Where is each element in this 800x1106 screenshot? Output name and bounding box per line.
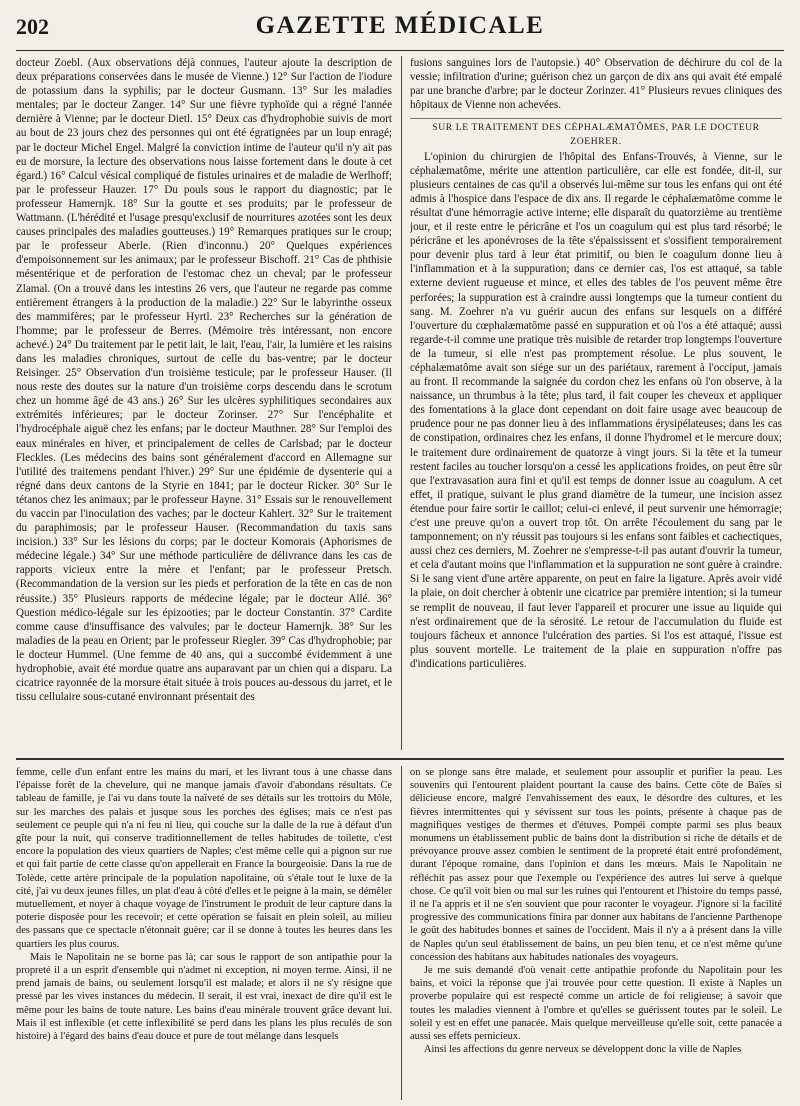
lower-left-paragraph-2: Mais le Napolitain ne se borne pas là; car sous le rapport de son antipathie pour la propreté il a un esprit d'ensemble qui n'admet ni exception, ni moyen terme. Ainsi, il ne prend jamais de bains, ou seulement lorsqu'il est malade; et alors il ne s'y résigne que pressé par les vives instances du médecin. Il serait, il est vrai, inexact de dire qu'il est le même pour les bains de toute nature. Les bains d'eau minérale trouvent grâce devant lui. Mais il est inflexible (et cette inflexibilité se perd dans les plans les plus reculés de son histoire) à l'égard des bains d'eau douce et pure de tout mélange dans lesquels <box>16 951 392 1043</box>
upper-left-column <box>16 56 392 754</box>
page-header <box>16 12 784 46</box>
header-rule <box>16 50 784 51</box>
page-number: 202 <box>16 14 49 39</box>
article-paragraph: L'opinion du chirurgien de l'hôpital des Enfans-Trouvés, à Vienne, sur le céphalæmatôme, mérite une attention particulière, car elle est fondée, dit-il, sur plusieurs centaines de cas qu'il a observés lui-même sur tous les enfans qui ont été admis à l'hospice dans l'espace de dix ans. Il regarde le céphalæmatôme comme le résultat d'une hémorragie active interne; elle disparaît du quatorzième au trentième jour, et il reste entre le péricrâne et l'os un coagulum qui est plus tard résorbé; le péricrâne et les aponévroses de la tête s'épaississent et s'ossifient temporairement pour devenir plus tard à leur état primitif, ou bien le coagulum donne lieu à l'inflammation et à la suppuration; dans ce dernier cas, l'os est attaqué, sa table externe devient rugueuse et mince, et elles des tables de l'os peuvent même être perforées; la suppuration est à craindre aussi longtemps que la tumeur contient du sang. M. Zoehrer n'a vu guérir aucun des enfans sur lesquels on a différé l'ouverture du cœphalæmatôme passé en suppuration et où l'os a été attaqué; aussi regarde-t-il comme une pratique très nuisible de retarder trop longtemps l'ouverture de la tumeur, si elle n'est pas promptement résolue. Le plus souvent, le céphalæmatôme avait son siége sur un des pariétaux, rarement à l'occiput, jamais au front. Il recommande la saignée du cordon chez les enfans où l'on observe, à la naissance, un thrumbus à la tête; plus tard, il fait couper les cheveux et appliquer des fomentations à la glace dont cependant on doit faire usage avec beaucoup de prudence pour ne pas donner lieu à des inflammations érysipélateuses; dans les cas de constipation, ordinaires chez les enfans, il donne l'hydromel et le mercure doux; le traitement dure ordinairement de quatorze à vingt jours. Si la tête et la tumeur restent faciles au toucher lorsqu'on a cessé les applications froides, on peut être sûr que l'extravasation aura fini et qu'il est temps de donner issue au coagulum. A cet effet, il pratique, suivant le plus grand diamètre de la tumeur, une incision assez étendue pour faire sortir le caillot; celui-ci enlevé, il peut survenir une hémorragie; c'est une preuve qu'on a ouvert trop tôt. On arrête l'écoulement du sang par le tamponnement; on n'y réussit pas toujours si les enfans sont faibles et cachectiques, aussi chez ces derniers, M. Zoehrer ne s'empresse-t-il pas autant d'ouvrir la tumeur, et cela d'autant moins que l'inflammation et la suppuration ne sont guère à craindre. Si le sang vient d'une artère apparente, on peut en faire la ligature. Après avoir vidé la plaie, on doit chercher à obtenir une cicatrice par première intention; si la tumeur se remplit de nouveau, il faut lever l'appareil et procurer une issue au liquide qui n'est ordinairement que de la sérosité. Le retour de l'accumulation du fluide est toujours fâcheux et annonce l'ulcération des parties. Si l'os est attaqué, l'issue est plus souvent mortelle. Le traitement de la plaie en suppuration n'offre pas d'indications particulières. <box>410 150 782 670</box>
upper-right-continuation: fusions sanguines lors de l'autopsie.) 40° Observation de déchirure du col de la vessie; infiltration d'urine; guérison chez un garçon de dix ans qui avait été empalé par une branche d'arbre; par le docteur Zorinzer. 41° Plusieurs revues cliniques des hôpitaux de Vienne non achevées. <box>410 57 782 112</box>
upper-left-paragraph: docteur Zoebl. (Aux observations déjà connues, l'auteur ajoute la description de deux préparations conservées dans le musée de Vienne.) 12° Sur l'action de l'iodure de potassium dans la syphilis; par le docteur Gusmann. 13° Sur les maladies mentales; par le docteur Zanger. 14° Sur une fièvre typhoïde qui a régné l'année dernière à Vienne; par le docteur Dietl. 15° Deux cas d'hydrophobie suivis de mort au bout de 23 jours chez des personnes qui ont été égratignées par un loup enragé; par le docteur Michel Engel. Malgré la conviction intime de l'auteur qu'il n'y ait pas eu de morsure, la lecture des observations nous laisse fortement dans le doute à cet égard.) 16° Calcul vésical compliqué de fistules urinaires et de maladie de Werlhoff; par le professeur Hauzer. 17° Du pouls sous le rapport du diagnostic; par le professeur Hamernjk. 18° Sur la goutte et ses produits; par le professeur de Wattmann. (L'hérédité et l'usage presqu'exclusif de nourritures azotées sont les deux causes principales des maladies goutteuses.) 19° Remarques pratiques sur le croup; par le professeur Aberle. (Rien d'inconnu.) 20° Quelques expériences d'empoisonnement sur les animaux; par le professeur Bischoff. 21° Cas de phthisie mésentérique et de perforation de l'estomac chez un cheval; par le professeur Zlamal. (On a trouvé dans les intestins 26 vers, que l'auteur ne regarde pas comme entièrement étrangers à la production de la maladie.) 22° Sur le labyrinthe osseux des mammifères; par le professeur Hyrtl. 23° Recherches sur la génération de l'homme; par le professeur de Berres. (Mémoire très intéressant, non encore achevé.) 24° Du traitement par le petit lait, le lait, l'eau, l'air, la lumière et les raisins dans les maladies chroniques, surtout de celle du bas-ventre; par le docteur Reisinger. 25° Observation d'un troisième testicule; par le professeur Hauser. (Il nous reste des doutes sur la nature d'un troisième corps descendu dans le scrotum chez un homme âgé de 43 ans.) 26° Sur les ulcères syphilitiques secondaires aux extrémités inférieures; par le docteur Zorinser. 27° Sur l'encéphalite et l'hydrocéphale aiguë chez les enfans; par le docteur Mauthner. 28° Sur l'emploi des eaux minérales en hiver, et principalement de celles de Carlsbad; par le docteur Fleckles. (Les médecins des bains sont généralement d'accord en Allemagne sur l'utilité des traitemens pendant l'hiver.) 29° Sur une épidémie de dysenterie qui a régné dans deux cantons de la Styrie en 1841; par le docteur Ricker. 30° Sur le tétanos chez les animaux; par le professeur Hayne. 31° Essais sur le renouvellement du vaccin par l'inoculation des vaches; par le docteur Kahlert. 32° Sur le traitement du paraphimosis; par le professeur Hauser. (Recommandation du taxis sans incision.) 33° Sur les lésions du corps; par le docteur Komorais (Aphorismes de médecine légale.) 34° Sur une méthode particulière de délivrance dans les cas de rapports vicieux entre la mère et l'enfant; par le professeur Pretsch. (Recommandation de la version sur les pieds et perforation de la tête en cas de non réussite.) 35° Plusieurs rapports de médecine légale; par le docteur Allé. 36° Question médico-légale sur les épizooties; par le docteur Constantin. 37° Cardite comme cause d'insuffisance des valvules; par le docteur Hamernjk. 38° Sur les maladies de la peau en Orient; par le professeur Riegler. 39° Cas d'hydrophobie; par le docteur Hummel. (Une femme de 40 ans, qui a succombé évidemment à une hydrophobie, avait été mordue quatre ans auparavant par un chien qui a disparu. La cicatrice rayonnée de la morsure était située à trois pouces au-dessous du jarret, et le tissu cellulaire sous-cutané environnant présentait des <box>16 57 392 704</box>
lower-right-paragraph-1: on se plonge sans être malade, et seulement pour assouplir et purifier la peau. Les souvenirs qui l'entourent plaident pourtant la cause des bains. Cette côte de Baïes si délicieuse encore, malgré l'envahissement des eaux, le désordre des cultures, et les fièvres intermittentes qui y sévissent sur tous les points, présente à chaque pas de magnifiques vestiges de thermes et d'étuves. Pompéi compte parmi ses plus beaux monumens un établissement public de bains dont la distribution si riche de détails et de prévoyance prouve assez combien le sentiment de la propreté était entré profondément, durant l'époque romaine, dans l'opinion et dans les mœurs. Mais le Napolitain ne réfléchit pas assez pour que l'exemple ou l'expérience des autres lui serve à quelque chose. Ce qu'il voit bien ou mal sur les ruines qui l'entourent et l'histoire du temps passé, il ne l'a appris et il ne s'en souvient que pour raconter le voyageur. J'ignore si la facilité progressive des communications finira par donner aux habitans de l'ancienne Parthenope le goût des habitudes bonnes et saines de l'occident. Mais il n'y a à présent dans la ville de Naples qu'un seul établissement de bains, un peu bien tenu, et ce n'est même qu'une concession des habitans aux habitudes nationales des voyageurs. <box>410 767 782 963</box>
lower-right-column <box>410 766 782 1098</box>
feuilleton-rule <box>16 758 784 760</box>
section-title-rule <box>410 118 782 149</box>
upper-right-column <box>410 56 782 742</box>
lower-right-paragraph-3: Ainsi les affections du genre nerveux se développent donc la ville de Naples <box>424 1044 742 1056</box>
lower-right-paragraph-2: Je me suis demandé d'où venait cette antipathie profonde du Napolitain pour les bains, et voici la réponse que j'ai trouvée pour cette question. Il existe à Naples un proverbe populaire qui est respecté comme un article de foi religieuse; à savoir que toutes les maladies viennent à l'ombre et qu'elles se guérissent toutes par le soleil. Le soleil y est en effet une panacée. Mais quelque merveilleuse qu'elle soit, cette panacée a aussi ses effets pernicieux. <box>410 965 782 1043</box>
column-divider-lower <box>401 766 402 1100</box>
column-divider-upper <box>401 56 402 750</box>
section-title: SUR LE TRAITEMENT DES CÉPHALÆMATÔMES, PAR LE DOCTEUR ZOEHRER. <box>432 122 760 148</box>
journal-title: GAZETTE MÉDICALE <box>255 12 545 39</box>
lower-left-column <box>16 766 392 1098</box>
lower-left-paragraph-1: femme, celle d'un enfant entre les mains du mari, et les livrant tous à une chasse dans l'épaisse forêt de la chevelure, qui ne manque jamais d'avoir d'abondans résultats. Ce tableau de famille, je l'ai vu dans toute la naïveté de ses détails sur les trottoirs du Môle, sur les marches des palais et jusque sous les porches des églises; mais ce n'est pas seulement ce peuple qui n'a ni feu ni lieu, qui couche sur la dalle de la rue à défaut d'un gîte pour la nuit, qui conserve traditionnellement de telles habitudes de toilette, c'est encore la population des vieux quartiers de Naples; c'est même celle qui a pignon sur rue et qui fait partie de cette classe qu'on appellerait en France la bourgeoisie. Dans la rue de Tolède, cette artère principale de la population napolitaine, où s'étale tout le luxe de la cité, j'ai vu deux jeunes filles, un plat d'eau à côté d'elles et le peigne à la main, se démêler mutuellement, et noyer à chaque voyage de l'instrument le produit de leur capture dans la poterie disposée pour les recevoir; et cette opération se faisait en plein soleil, au milieu des passans que ce spectacle n'étonnait guère; car il se donne à toutes les heures dans les quartiers les plus courus. <box>16 767 392 950</box>
